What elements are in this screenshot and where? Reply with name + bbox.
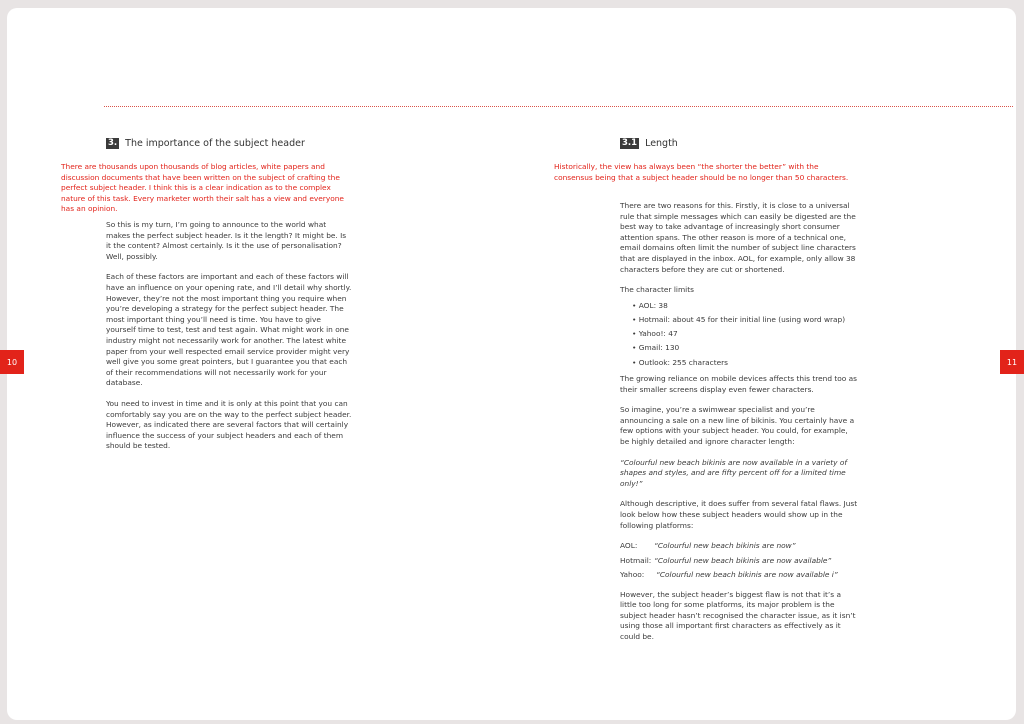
platform-row	[620, 541, 858, 552]
page-number-right: 11	[1000, 350, 1024, 374]
list-item: • Hotmail: about 45 for their initial line (using word wrap)	[632, 315, 858, 326]
body-paragraph: However, the subject header’s biggest flaw is not that it’s a little too long for some platforms, its major problem is the subject header hasn’t recognised the character issue, as it isn’t using those all important first characters as effectively as it could be.	[620, 589, 856, 641]
platform-name: Yahoo:	[620, 570, 645, 579]
limits-heading: The character limits	[620, 285, 694, 295]
page-number-left: 10	[0, 350, 24, 374]
body-paragraph: Although descriptive, it does suffer from several fatal flaws. Just look below how these subject headers would show up in the following platforms:	[620, 499, 858, 530]
section-number-badge: 3.	[108, 138, 118, 148]
character-limits-list	[620, 301, 858, 368]
section-title: The importance of the subject header	[125, 138, 305, 149]
list-item: • Outlook: 255 characters	[632, 358, 858, 369]
list-item: • AOL: 38	[632, 301, 858, 312]
example-subject-quote: “Colourful new beach bikinis are now available in a variety of shapes and styles, and are fifty percent off for a limited time only!”	[620, 457, 848, 488]
body-paragraph: So this is my turn, I’m going to announce to the world what makes the perfect subject header. Is it the length? It might be. Is it the content? Almost certainly. Is it the use of personalisation? Well, possibly.	[106, 220, 347, 261]
platform-truncation: “Colourful new beach bikinis are now available i”	[656, 570, 838, 579]
platform-name: AOL:	[620, 541, 638, 551]
dotted-divider	[104, 106, 1013, 107]
intro-paragraph-right: Historically, the view has always been “the shorter the better” with the consensus being that a subject header should be no longer than 50 characters.	[554, 162, 849, 182]
list-item: • Yahoo!: 47	[632, 329, 858, 340]
platform-examples	[620, 541, 858, 580]
platform-truncation: “Colourful new beach bikinis are now”	[654, 541, 796, 551]
body-paragraph: The growing reliance on mobile devices affects this trend too as their smaller screens display even fewer characters.	[620, 374, 858, 394]
body-column-left	[106, 220, 352, 462]
platform-row	[620, 556, 858, 567]
list-item: • Gmail: 130	[632, 343, 858, 354]
platform-row	[620, 570, 858, 581]
platform-name: Hotmail:	[620, 555, 652, 565]
body-paragraph: You need to invest in time and it is only at this point that you can comfortably say you are on the way to the perfect subject header. However, as indicated there are several factors that will certainly influence the success of your subject headers and each of them should be tested.	[106, 398, 352, 451]
body-column-right	[620, 201, 858, 653]
section-heading-right	[620, 138, 678, 149]
section-number-badge: 3.1	[622, 138, 638, 148]
section-title: Length	[645, 138, 678, 149]
intro-paragraph-left: There are thousands upon thousands of blog articles, white papers and discussion documents that have been written on the subject of crafting the perfect subject header. I think this is a clear indication as to the complex nature of this task. Every marketer worth their salt has a view and everyone has an opinion.	[61, 162, 344, 214]
body-paragraph: So imagine, you’re a swimwear specialist and you’re announcing a sale on a new line of bikinis. You certainly have a few options with your subject header. You could, for example, be highly detailed and ignore character length:	[620, 405, 855, 447]
body-paragraph: Each of these factors are important and each of these factors will have an influence on your opening rate, and I’ll detail why shortly. However, they’re not the most important thing you require when you’re developing a strategy for the perfect subject header. The most important thing you’ll need is time. You have to give yourself time to test, test and test again. What might work in one industry might not necessarily work for another. The latest white paper from your well respected email service provider might very well give you some great pointers, but I guarantee you that each of their recommendations will not necessarily work for your database.	[106, 272, 352, 388]
body-paragraph: There are two reasons for this. Firstly, it is close to a universal rule that simple messages which can easily be digested are the best way to take advantage of increasingly short consumer attention spans. The other reason is more of a technical one, email domains often limit the number of subject line characters that are displayed in the inbox. AOL, for example, only allow 38 characters before they are cut or shortened.	[620, 201, 856, 274]
section-heading-left	[106, 138, 305, 149]
platform-truncation: “Colourful new beach bikinis are now available”	[654, 555, 832, 565]
